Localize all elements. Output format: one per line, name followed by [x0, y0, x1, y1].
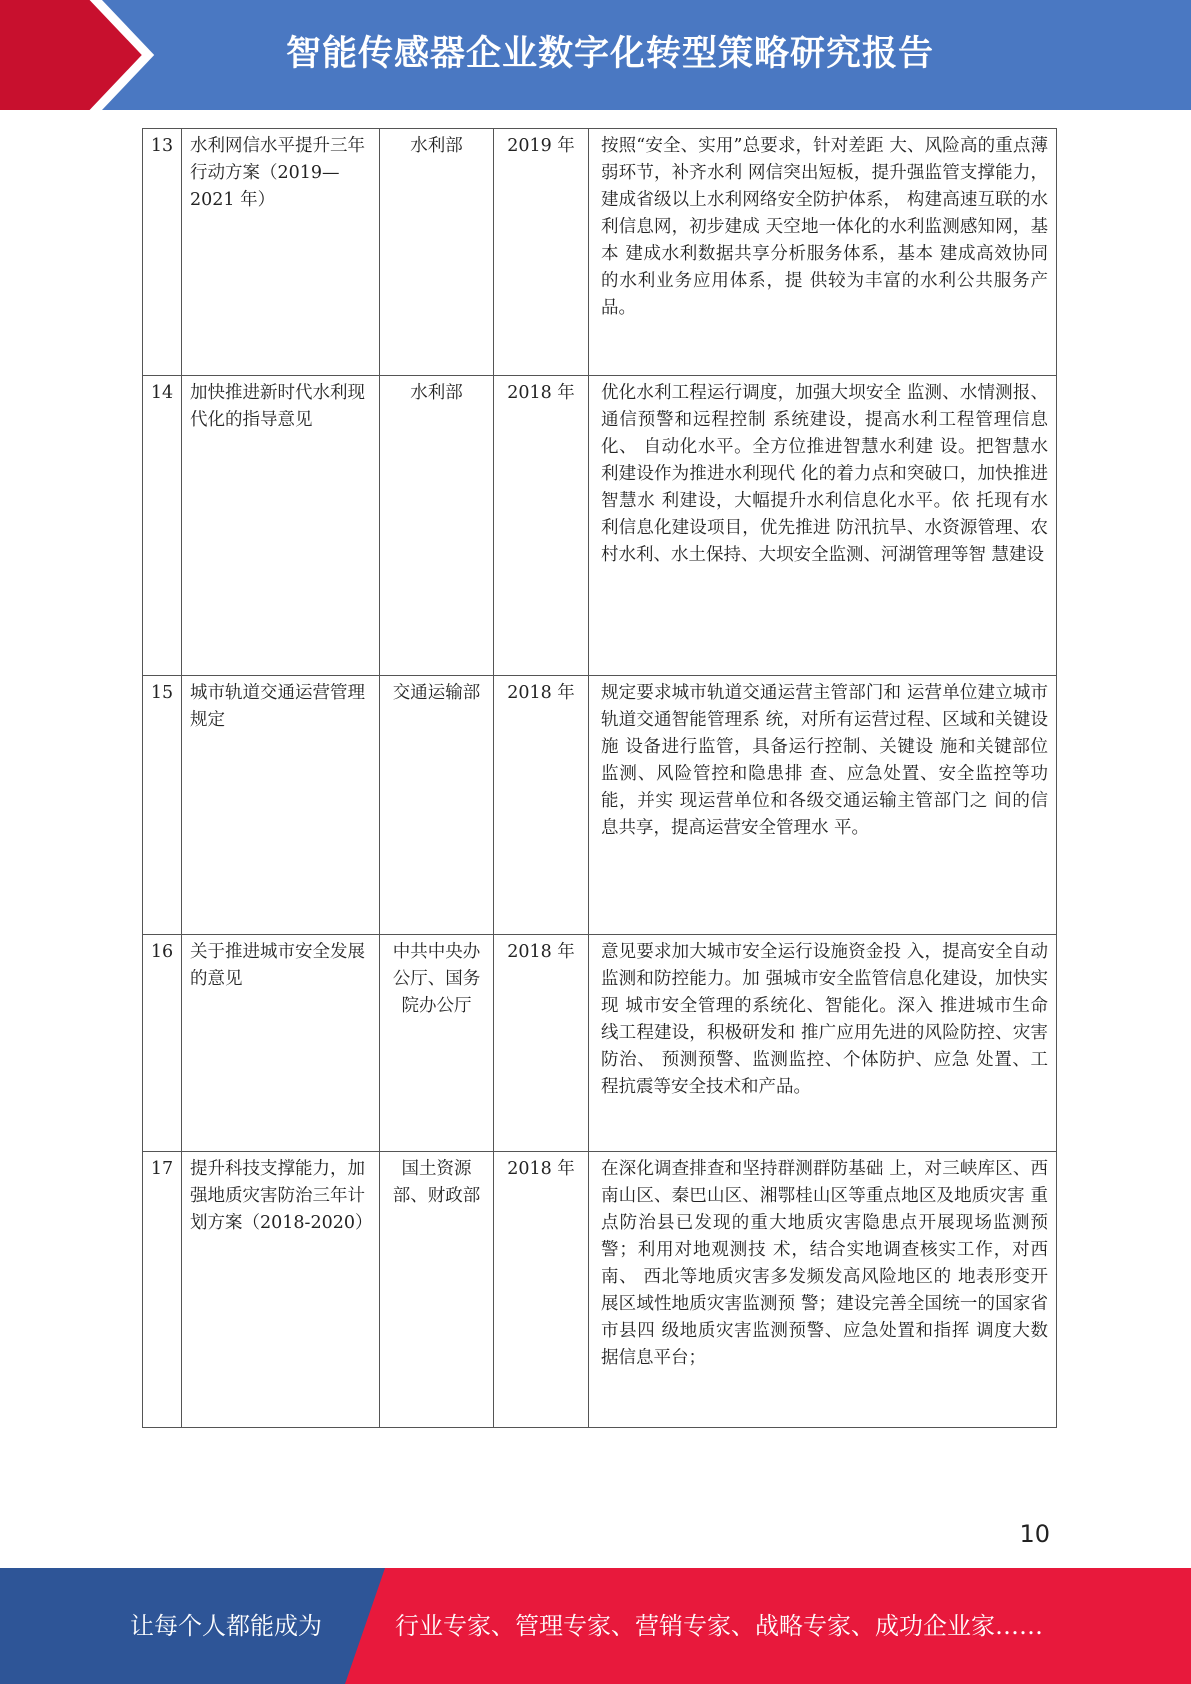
row-number: 16	[143, 935, 182, 1152]
row-number: 14	[143, 376, 182, 676]
issuing-department: 国土资源部、财政部	[380, 1152, 494, 1428]
issue-year: 2018 年	[494, 935, 589, 1152]
table-row	[143, 1152, 1057, 1428]
issuing-department: 中共中央办公厅、国务院办公厅	[380, 935, 494, 1152]
issuing-department: 水利部	[380, 376, 494, 676]
table-row	[143, 935, 1057, 1152]
issue-year: 2019 年	[494, 129, 589, 376]
policy-table	[142, 128, 1057, 1428]
table-row	[143, 676, 1057, 935]
table-row	[143, 376, 1057, 676]
policy-description: 在深化调查排查和坚持群测群防基础 上，对三峡库区、西南山区、秦巴山区、湘鄂桂山区等重点地区及地质灾害 重点防治县已发现的重大地质灾害隐患点开展现场监测预警；利用对地观测技 术，结合实地调查核实工作，对西南、 西北等地质灾害多发频发高风险地区的 地表形变开展区域性地质灾害监测预 警；建设完善全国统一的国家省市县四 级地质灾害监测预警、应急处置和指挥 调度大数据信息平台；	[589, 1152, 1057, 1428]
report-title: 智能传感器企业数字化转型策略研究报告	[285, 34, 934, 74]
policy-description: 优化水利工程运行调度，加强大坝安全 监测、水情测报、通信预警和远程控制 系统建设，提高水利工程管理信息化、 自动化水平。全方位推进智慧水利建 设。把智慧水利建设作为推进水利现代 化的着力点和突破口，加快推进智慧水 利建设，大幅提升水利信息化水平。依 托现有水利信息化建设项目，优先推进 防汛抗旱、水资源管理、农村水利、水土保持、大坝安全监测、河湖管理等智 慧建设	[589, 376, 1057, 676]
policy-name: 城市轨道交通运营管理规定	[182, 676, 380, 935]
row-number: 17	[143, 1152, 182, 1428]
policy-name: 水利网信水平提升三年行动方案（2019—2021 年）	[182, 129, 380, 376]
page-header	[0, 0, 1191, 110]
footer-slogan-right: 行业专家、管理专家、营销专家、战略专家、成功企业家……	[395, 1612, 1043, 1640]
row-number: 13	[143, 129, 182, 376]
policy-name: 关于推进城市安全发展的意见	[182, 935, 380, 1152]
footer-slogan-left: 让每个人都能成为	[130, 1612, 322, 1640]
policy-description: 意见要求加大城市安全运行设施资金投 入，提高安全自动监测和防控能力。加 强城市安全监管信息化建设，加快实现 城市安全管理的系统化、智能化。深入 推进城市生命线工程建设，积极研发和 推广应用先进的风险防控、灾害防治、 预测预警、监测监控、个体防护、应急 处置、工程抗震等安全技术和产品。	[589, 935, 1057, 1152]
issue-year: 2018 年	[494, 376, 589, 676]
table-row	[143, 129, 1057, 376]
policy-name: 提升科技支撑能力，加强地质灾害防治三年计划方案（2018-2020）	[182, 1152, 380, 1428]
page-number: 10	[1019, 1520, 1050, 1548]
policy-description: 按照“安全、实用”总要求，针对差距 大、风险高的重点薄弱环节，补齐水利 网信突出短板，提升强监管支撑能力， 建成省级以上水利网络安全防护体系， 构建高速互联的水利信息网，初步建成 天空地一体化的水利监测感知网，基本 建成水利数据共享分析服务体系，基本 建成高效协同的水利业务应用体系，提 供较为丰富的水利公共服务产品。	[589, 129, 1057, 376]
issue-year: 2018 年	[494, 1152, 589, 1428]
issuing-department: 水利部	[380, 129, 494, 376]
policy-name: 加快推进新时代水利现代化的指导意见	[182, 376, 380, 676]
policy-description: 规定要求城市轨道交通运营主管部门和 运营单位建立城市轨道交通智能管理系 统，对所有运营过程、区域和关键设施 设备进行监管，具备运行控制、关键设 施和关键部位监测、风险管控和隐患排 查、应急处置、安全监控等功能，并实 现运营单位和各级交通运输主管部门之 间的信息共享，提高运营安全管理水 平。	[589, 676, 1057, 935]
issuing-department: 交通运输部	[380, 676, 494, 935]
issue-year: 2018 年	[494, 676, 589, 935]
row-number: 15	[143, 676, 182, 935]
